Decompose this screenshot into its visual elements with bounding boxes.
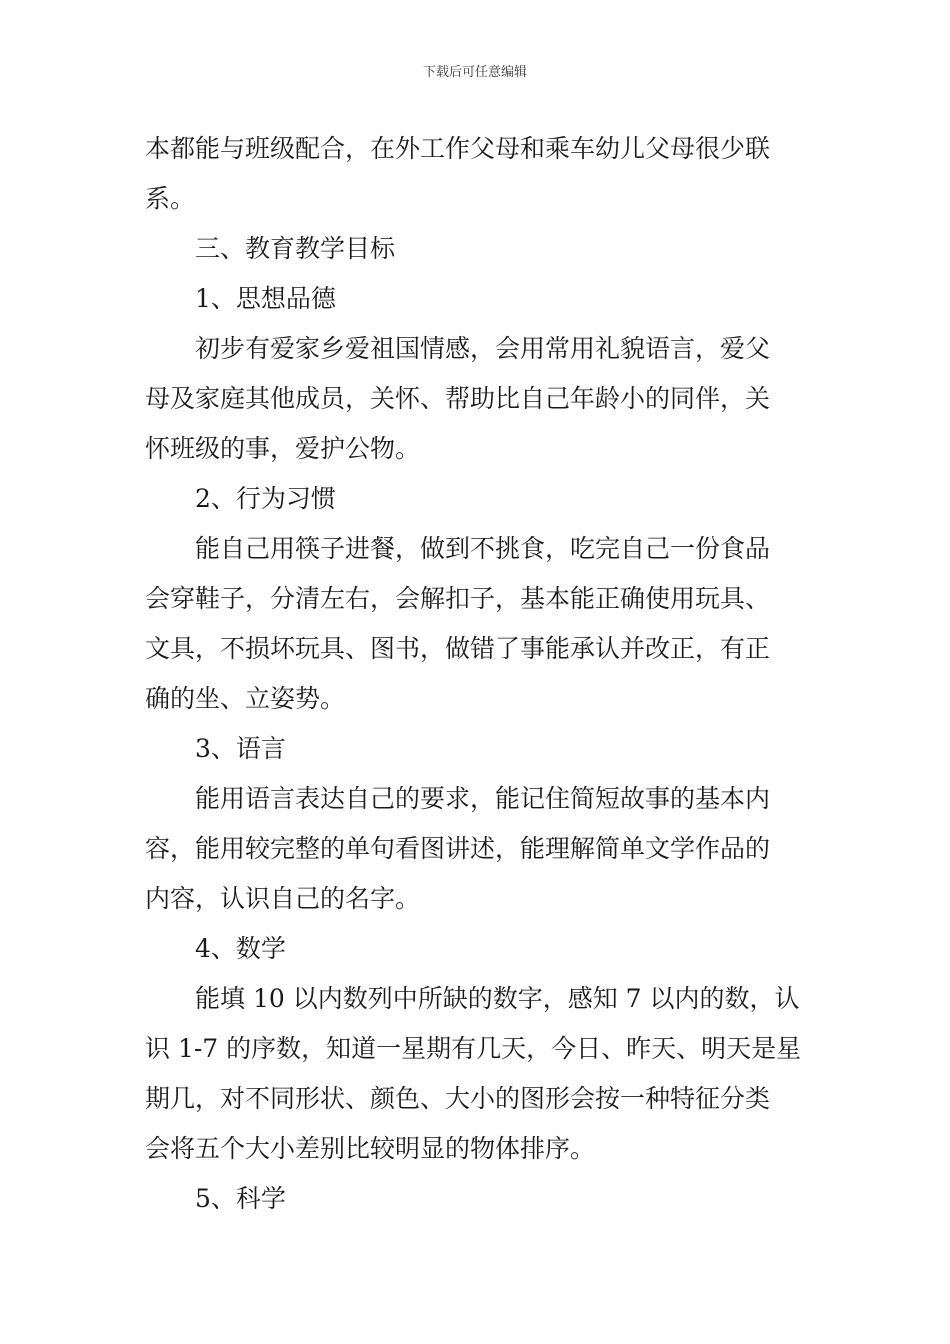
document-text-line: 识 1-7 的序数，知道一星期有几天，今日、昨天、明天是星	[145, 1034, 802, 1063]
document-text-line: 三、教育教学目标	[195, 234, 396, 263]
document-text-line: 5、科学	[195, 1184, 286, 1213]
document-text-line: 会将五个大小差别比较明显的物体排序。	[145, 1134, 596, 1163]
document-text-line: 母及家庭其他成员，关怀、帮助比自己年龄小的同伴，关	[145, 384, 771, 413]
document-text-line: 1、思想品德	[195, 284, 336, 313]
document-text-line: 确的坐、立姿势。	[145, 684, 346, 713]
document-text-line: 文具，不损坏玩具、图书，做错了事能承认并改正，有正	[145, 634, 771, 663]
document-text-line: 4、数学	[195, 934, 286, 963]
document-body	[145, 124, 807, 1224]
document-text-line: 期几，对不同形状、颜色、大小的图形会按一种特征分类	[145, 1084, 771, 1113]
document-text-line: 内容，认识自己的名字。	[145, 884, 421, 913]
document-text-line: 能自己用筷子进餐，做到不挑食，吃完自己一份食品	[195, 534, 771, 563]
document-text-line: 2、行为习惯	[195, 484, 336, 513]
document-text-line: 能用语言表达自己的要求，能记住简短故事的基本内	[195, 784, 771, 813]
document-text-line: 3、语言	[195, 734, 286, 763]
document-text-line: 本都能与班级配合，在外工作父母和乘车幼儿父母很少联	[145, 134, 771, 163]
document-text-line: 会穿鞋子，分清左右，会解扣子，基本能正确使用玩具、	[145, 584, 771, 613]
page-header-note: 下载后可任意编辑	[422, 65, 527, 80]
document-text-line: 系。	[145, 184, 196, 213]
document-text-line: 怀班级的事，爱护公物。	[145, 434, 421, 463]
document-text-line: 初步有爱家乡爱祖国情感，会用常用礼貌语言，爱父	[195, 334, 771, 363]
document-text-line: 能填 10 以内数列中所缺的数字，感知 7 以内的数，认	[195, 984, 800, 1013]
document-text-line: 容，能用较完整的单句看图讲述，能理解简单文学作品的	[145, 834, 771, 863]
